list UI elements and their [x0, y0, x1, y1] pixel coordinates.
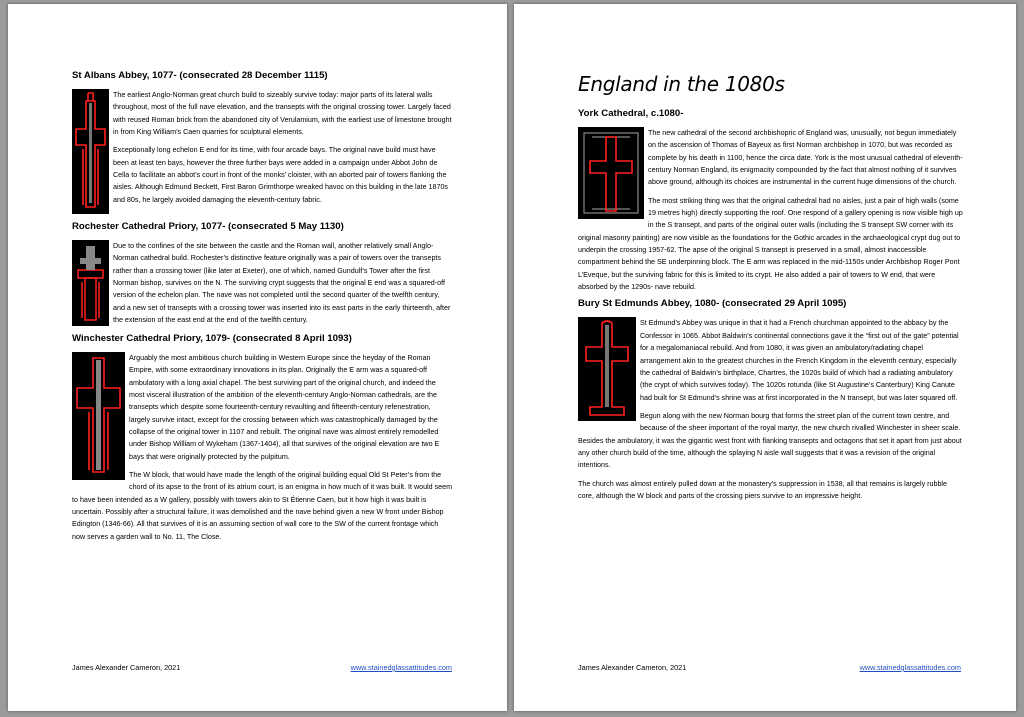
section-rochester	[72, 221, 453, 328]
section-st-albans	[72, 70, 453, 216]
paragraph: Begun along with the new Norman bourg that forms the street plan of the current town centre, and because of the sheer important of the royal martyr, the new church rivalled Winchester in sheer scale. Besides the ambulatory, it was the gigantic west front with flanking transepts and octagons that set it apart from just about any other church build of the time, although the splaying N aisle wall suggests that it was a revision of the original intentions.	[578, 411, 962, 470]
winchester-plan-image	[72, 352, 125, 480]
section-heading: York Cathedral, c.1080-	[578, 108, 684, 119]
paragraph: Due to the confines of the site between the castle and the Roman wall, another relatively small Anglo-Norman cathedral build. Rochester’s distinctive feature originally was a pair of towers over the transepts rather than a crossing tower (like later at Exeter), one of which, named Gundulf’s Tower after the first Norman bishop, survives on the N. The surviving crypt suggests that the original E end was a squared-off version of the echelon plan. The nave was not completed until the second quarter of the twelfth century, and a new set of transepts with a crossing tower was inserted into its east parts in the early thirteenth, after the extension of the east end at the end of the twelfth century.	[113, 242, 451, 325]
page-footer	[578, 663, 961, 672]
paragraph: The most striking thing was that the original cathedral had no aisles, just a pair of high walls (some 19 metres high) directly supporting the roof. One respond of a gallery opening is now visible high up in the S transept, and parts of the original outer walls (including the S transept SW corner with its original masonry painting) are now visible as the foundations for the Gothic arcades in the archaeological crypt dug out to underpin the crossing 1957-62. The apse of the original S transept is preserved in a small, almost inaccessible compartment behind the SE underpinning block. The E arm was replaced in the mid-1150s under Archbishop Roger Pont L’Eveque, but the surviving fabric for this is limited to its crypt. He also added a pair of towers to W end, that were absorbed by the 1290s- nave rebuild.	[578, 196, 963, 292]
footer-link[interactable]: www.stainedglassattitudes.com	[859, 663, 961, 672]
footer-author: James Alexander Cameron, 2021	[578, 663, 687, 672]
bury-plan-image	[578, 317, 636, 421]
paragraph: The earliest Anglo-Norman great church build to sizeably survive today: major parts of its lateral walls throughout, most of the full nave elevation, and the transepts with the original crossing tower. Largely faced with reused Roman brick from the abandoned city of Verulamium, with the earliest use of limestone brought in from King William’s Caen quarries for sculptural elements.	[113, 91, 452, 137]
section-heading: Bury St Edmunds Abbey, 1080- (consecrated 29 April 1095)	[578, 298, 847, 310]
paragraph: The church was almost entirely pulled down at the monastery’s suppression in 1538, all that remains is largely rubble core, although the W block and parts of the crossing piers survive to an impressive height.	[578, 479, 947, 500]
paragraph: Arguably the most ambitious church building in Western Europe since the heyday of the Roman Empire, with some extraordinary innovations in its plan. Originally the E arm was a squared-off ambulatory with a long axial chapel. The best surviving part of the original church, and indeed the most visceral illustration of the ambition of the eleventh-century Anglo-Norman cathedrals, are the transepts which despite some fourteenth-century revaulting and fifteenth-century refenestration, largely survive intact, except for the crossing between which was catastrophically damaged by the collapse of the original tower in 1107 and rebuilt. The original nave was almost entirely remodelled under Bishop William of Wykeham (1367-1404), all that survives of the original elevation are two E bays that were originally protected by the pulpitum.	[129, 354, 440, 461]
footer-link[interactable]: www.stainedglassattitudes.com	[350, 663, 452, 672]
section-heading: Winchester Cathedral Priory, 1079- (consecrated 8 April 1093)	[72, 333, 352, 344]
york-plan-image	[578, 127, 644, 219]
paragraph: Exceptionally long echelon E end for its time, with four arcade bays. The original nave build must have been at least ten bays, however the three further bays were added in a campaign under Abbot John de Cella to facilitate an abbot’s court in front of the monks’ cloister, with an aborted pair of towers flanking the aisles. Although Edmund Beckett, First Baron Grimthorpe wreaked havoc on this building in the late 1870s and 80s, he largely avoided damaging the eleventh-century fabric.	[113, 146, 449, 204]
paragraph: The W block, that would have made the length of the original building equal Old St Peter’s from the chord of its apse to the front of its atrium court, is an enigma in how much of it was built. It would seem to have been intended as a W gallery, possibly with towers akin to St Étienne Caen, but it how high it was built is uncertain. Possibly after a structural failure, it was demolished and the nave behind given a new W front under Bishop Edington (1346-66). All that survives of it is an assuming section of wall core to the SW of the current frontage which now serves a garden wall to No. 11, The Close.	[72, 471, 453, 541]
page-content	[72, 70, 453, 548]
paragraph: St Edmund’s Abbey was unique in that it had a French churchman appointed to the abbacy by the Confessor in 1065. Abbot Baldwin’s continental connections gave it the “first out of the gate” potential for a megalomaniacal rebuild. And from 1080, it was given an ambulatory/radiating chapel arrangement akin to the greatest churches in the French Kingdom in the eleventh century, especially the cathedral of Baldwin’s birthplace, Chartres, the 1020s build of which had a radiating ambulatory (the crypt of which survives today). The 1020s rotunda (like St Augustine’s Canterbury) King Canute had built for St Edmund’s shrine was at first incorporated in the N transept, but was later squared off.	[640, 319, 959, 402]
footer-author: James Alexander Cameron, 2021	[72, 663, 181, 672]
rochester-plan-image	[72, 240, 109, 326]
section-heading: St Albans Abbey, 1077- (consecrated 28 December 1115)	[72, 70, 328, 81]
section-york	[578, 108, 963, 293]
document-page-right	[514, 4, 1016, 711]
st-albans-plan-image	[72, 89, 109, 214]
page-footer	[72, 663, 452, 672]
section-winchester	[72, 333, 453, 543]
document-page-left	[8, 4, 507, 711]
section-bury	[578, 298, 963, 502]
paragraph: The new cathedral of the second archbishopric of England was, unusually, not begun immediately on the ascension of Thomas of Bayeux as first Norman archbishop in 1070, but was recorded as complete by his death in 1100, hence the circa date. York is the most unusual cathedral of eleventh-century Norman England, its enigmacity compounded by the fact that almost nothing of it survives above ground, although its choices are instrumental in the current huge dimensions of the church.	[648, 129, 963, 187]
section-heading: Rochester Cathedral Priory, 1077- (consecrated 5 May 1130)	[72, 221, 344, 232]
page-content	[578, 72, 963, 507]
page-title: England in the 1080s	[578, 72, 785, 96]
